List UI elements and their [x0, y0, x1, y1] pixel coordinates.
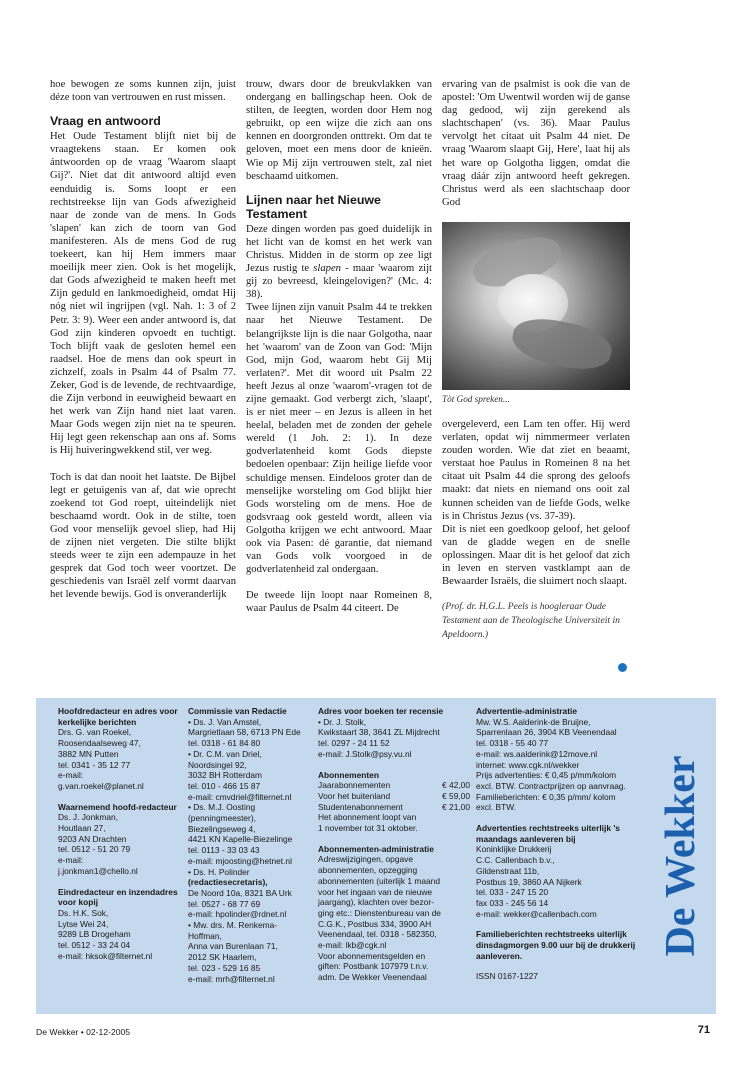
- colophon-advertising: Advertentie-administratie Mw. W.S. Aalderink-de Bruijne, Sparrenlaan 26, 3904 KB Veenendaal tel. 0318 - 55 40 77 e-mail: ws.aalderink@12move.nl internet: www.cgk.nl/wekker Prijs advertenties: € 0,45 p/mm/kolom excl. BTW. Contractprijzen op aanvraag. Familieberichten: € 0,35 p/mm/ kolom excl. BTW. Advertenties rechtstreeks uiterlijk 's maandags aanleveren bij Koninklijke Drukkerij C.C. Callenbach b.v., Gildenstraat 11b, Postbus 19, 3860 AA Nijkerk tel. 033 - 247 15 20 fax 033 - 245 56 14 e-mail: wekker@callenbach.com Familieberichten rechtstreeks uiterlijk dinsdagmorgen 9.00 uur bij de drukkerij aanleveren. ISSN 0167-1227: [476, 706, 656, 982]
- email-link[interactable]: e-mail: J.Stolk@psy.vu.nl: [318, 748, 412, 759]
- email-link[interactable]: e-mail: cmvdriel@filternet.nl: [188, 791, 292, 802]
- paragraph: Deze dingen worden pas goed duidelijk in het licht van de komst en het werk van Christus. Midden in de storm op zee ligt Jezus rustig te slapen - maar 'waarom zijt gij zo bevreesd, kleingelovigen?' (Mc. 4: 38).: [246, 223, 432, 301]
- section-heading-vraag: Vraag en antwoord: [50, 114, 161, 129]
- page-number: 71: [697, 1024, 710, 1036]
- price-row: Studentenabonnement € 21,00: [318, 801, 470, 812]
- paragraph: Het Oude Testament blijft niet bij de vraagtekens staan. Er komen ook ántwoorden op de vraag 'Waarom slaapt Gij?'. Niet dat dit antwoord altijd even eenduidig is. Soms loopt er een rechtstreekse lijn van Gods afwezigheid naar de zonde van de mens. In Gods 'slapen' kan zich de toorn van God manifesteren. Als de mens God de rug toekeert, kan hij Hem immers maar moeilijk meer zien. Ook is het mogelijk, dat Gods afwezigheid te maken heeft met Zijn geduld en lankmoedigheid, omdat Hij nóg niet wil ingrijpen (vgl. Nah. 1: 3 of 2 Petr. 3: 9). Weer een ander antwoord is, dat God zijn kinderen opvoedt en tuchtigt. Toch blijft vaak de gesloten hemel een raadsel. Hoe de mens dan ook speurt in zichzelf, zoals in Psalm 44 of Psalm 77. Zeker, God is de levende, de rechtvaardige, die Zijn verbond in eeuwigheid bewaart en het werk van Zijn hand niet laat varen. Maar Gods wegen zijn niet na te speuren. Hij legt geen rekenschap aan ons af. Soms is Hij huiveringwekkend stil, ver weg.: [50, 131, 236, 457]
- email-link[interactable]: e-mail: mrh@filternet.nl: [188, 973, 275, 984]
- email-link[interactable]: e-mail: wekker@callenbach.com: [476, 908, 597, 919]
- end-mark-dot: [618, 663, 627, 672]
- price-row: Voor het buitenland € 59,00: [318, 790, 470, 801]
- paragraph: De tweede lijn loopt naar Romeinen 8, waar Paulus de Psalm 44 citeert. De: [246, 590, 432, 615]
- article-column-2: [246, 78, 432, 615]
- footer-issue: De Wekker • 02-12-2005: [36, 1027, 131, 1037]
- colophon-committee: Commissie van Redactie • Ds. J. Van Amstel, Margrietlaan 58, 6713 PN Ede tel. 0318 - 61 84 80 • Dr. C.M. van Driel, Noordsingel 92, 3032 BH Rotterdam tel. 010 - 466 15 87 e-mail: cmvdriel@filternet.nl • Ds. M.J. Oosting (penningmeester), Biezelingseweg 4, 4421 KN Kapelle-Biezelinge tel. 0113 - 33 03 43 e-mail: mjoosting@hetnet.nl • Ds. H. Polinder (redactiesecretaris), De Noord 10a, 8321 BA Urk tel. 0527 - 68 77 69 e-mail: hpolinder@rdnet.nl • Mw. drs. M. Renkema- Hoffman, Anna van Burenlaan 71, 2012 SK Haarlem, tel. 023 - 529 16 85 e-mail: mrh@filternet.nl: [188, 706, 314, 984]
- website-link[interactable]: internet: www.cgk.nl/wekker: [476, 759, 580, 770]
- paragraph: hoe bewogen ze soms kunnen zijn, juist déze toon van vertrouwen en rust missen.: [50, 79, 236, 104]
- email-link[interactable]: e-mail: hpolinder@rdnet.nl: [188, 909, 287, 920]
- article-column-3: [442, 78, 630, 209]
- email-link[interactable]: e-mail: hksok@filternet.nl: [58, 950, 153, 961]
- paragraph: Twee lijnen zijn vanuit Psalm 44 te trekken naar het Nieuwe Testament. De belangrijkste lijn is die naar Golgotha, naar het 'waarom' van de Zoon van God: 'Mijn God, mijn God, waarom hebt Gij Mij verlaten?'. Met dit woord uit Psalm 22 heeft Jezus al onze 'waarom'-vragen tot de zijne gemaakt. God verbergt zich, 'slaapt', is er niet meer – en Jezus is alleen in het heelal, beladen met de zonden der gehele wereld (1 Joh. 2: 1). In deze godverlatenheid komt Gods diepste bedoelen openbaar: Zijn heilige liefde voor schuldige mensen. Eindeloos groter dan de menselijke worsteling om God blijkt hier Gods worsteling om de mens. Hoe de godsvraag ook gesteld wordt, alleen via Golgotha krijgen we echt antwoord. Maar ook via Pasen: dé garantie, dat niemand van Gods volk voorgoed in de godverlatenheid zal ondergaan.: [246, 302, 432, 576]
- paragraph: overgeleverd, een Lam ten offer. Hij werd verlaten, opdat wij nimmermeer verlaten zouden worden. Wie dat ziet en beaamt, verstaat hoe Paulus in Romeinen 8 na het citaat uit Psalm 44 die sprong des geloofs maakt: dat niets en niemand ons ooit zal kunnen scheiden van de liefde Gods, welke is in Christus Jezus (vs. 37-39).: [442, 419, 630, 522]
- paragraph: Dit is niet een goedkoop geloof, het geloof van de gladde wegen en de snelle oplossingen. Maar dit is het geloof dat zich in leven en sterven vastklampt aan de Bewaarder Israëls, die sluimert noch slaapt.: [442, 523, 630, 588]
- email-link[interactable]: j.jonkman1@chello.nl: [58, 865, 138, 876]
- email-link[interactable]: e-mail: lkb@cgk.nl: [318, 940, 387, 951]
- colophon-editors: Hoofdredacteur en adres voor kerkelijke berichten Drs. G. van Roekel, Roosendaalseweg 47, 3882 MN Putten tel. 0341 - 35 12 77 e-mail: g.van.roekel@planet.nl Waarnemend hoofd-redacteur Ds. J. Jonkman, Houtlaan 27, 9203 AN Drachten tel. 0512 - 51 20 79 e-mail: j.jonkman1@chello.nl Eindredacteur en inzendadres voor kopij Ds. H.K. Sok, Lytse Wei 24, 9289 LB Drogeham tel. 0512 - 33 24 04 e-mail: hksok@filternet.nl: [58, 706, 178, 961]
- section-heading-lijnen: Lijnen naar het Nieuwe Testament: [246, 192, 381, 221]
- photo-praying-hands: [442, 222, 630, 390]
- paragraph: trouw, dwars door de breukvlakken van ondergang en ballingschap heen. Ook de stilten, de leegten, worden door Hem nog gebruikt, op een wijze die zich aan ons kennen en doorgronden onttrekt. Om dat te geloven, moet een mens door de knieën. Wie op Mij zijn vertrouwen stelt, zal niet beschaamd uitkomen.: [246, 79, 432, 182]
- photo-caption: Tòt God spreken...: [442, 394, 510, 404]
- price-row: Jaarabonnementen € 42,00: [318, 780, 470, 791]
- italic-word: slapen: [313, 263, 341, 275]
- author-note: (Prof. dr. H.G.L. Peels is hoogleraar Oude Testament aan de Theologische Universiteit in Apeldoorn.): [442, 601, 620, 641]
- issn: ISSN 0167-1227: [476, 971, 538, 982]
- article-column-1: [50, 78, 236, 601]
- paragraph: Toch is dat dan nooit het laatste. De Bijbel legt er getuigenis van af, dat wie oprecht zoekend tot God roept, uiteindelijk niet beschaamd wordt. Ook in de stilte, toen God voor menselijk gevoel sliep, had Hij de zijnen niet vergeten. Die stilte blijkt steeds weer te zijn een adempauze in het gesprek dat God toch weer voortzet. De geschiedenis van Israël zelf vormt daarvan het levende bewijs. God is onveranderlijk: [50, 471, 236, 601]
- email-link[interactable]: e-mail: ws.aalderink@12move.nl: [476, 748, 598, 759]
- article-column-3-continued: [442, 418, 630, 642]
- email-link[interactable]: g.van.roekel@planet.nl: [58, 780, 144, 791]
- email-link[interactable]: e-mail: mjoosting@hetnet.nl: [188, 855, 292, 866]
- colophon-subscriptions: Adres voor boeken ter recensie • Dr. J. Stolk, Kwikstaart 38, 3641 ZL Mijdrecht tel. 0297 - 24 11 52 e-mail: J.Stolk@psy.vu.nl Abonnementen Jaarabonnementen € 42,00 Voor het buitenland € 59,00 Studentenabonnement € 21,00 Het abonnement loopt van 1 november tot 31 oktober. Abonnementen-administratie Adreswijzigingen, opgave abonnementen, opzegging abonnementen (uiterlijk 1 maand voor het ingaan van de nieuwe jaargang), klachten over bezor- ging etc.: Dienstenbureau van de C.G.K., Postbus 334, 3900 AH Veenendaal, tel. 0318 - 582350, e-mail: lkb@cgk.nl Voor abonnementsgelden en giften: Postbank 107979 t.n.v. adm. De Wekker Veenendaal: [318, 706, 470, 983]
- de-wekker-logo: De Wekker: [658, 755, 704, 957]
- paragraph: ervaring van de psalmist is ook die van de apostel: 'Om Uwentwil worden wij de ganse dag gedood, wij zijn gerekend als slachtschapen' (vs. 36). Maar Paulus vervolgt het citaat uit Psalm 44 niet. De vraag 'Waarom slaapt Gij, Here', laat hij als het ware op Golgotha liggen, omdat die vraag dáár zijn antwoord heeft gekregen. Christus werd als een slachtschaap door God: [442, 79, 630, 208]
